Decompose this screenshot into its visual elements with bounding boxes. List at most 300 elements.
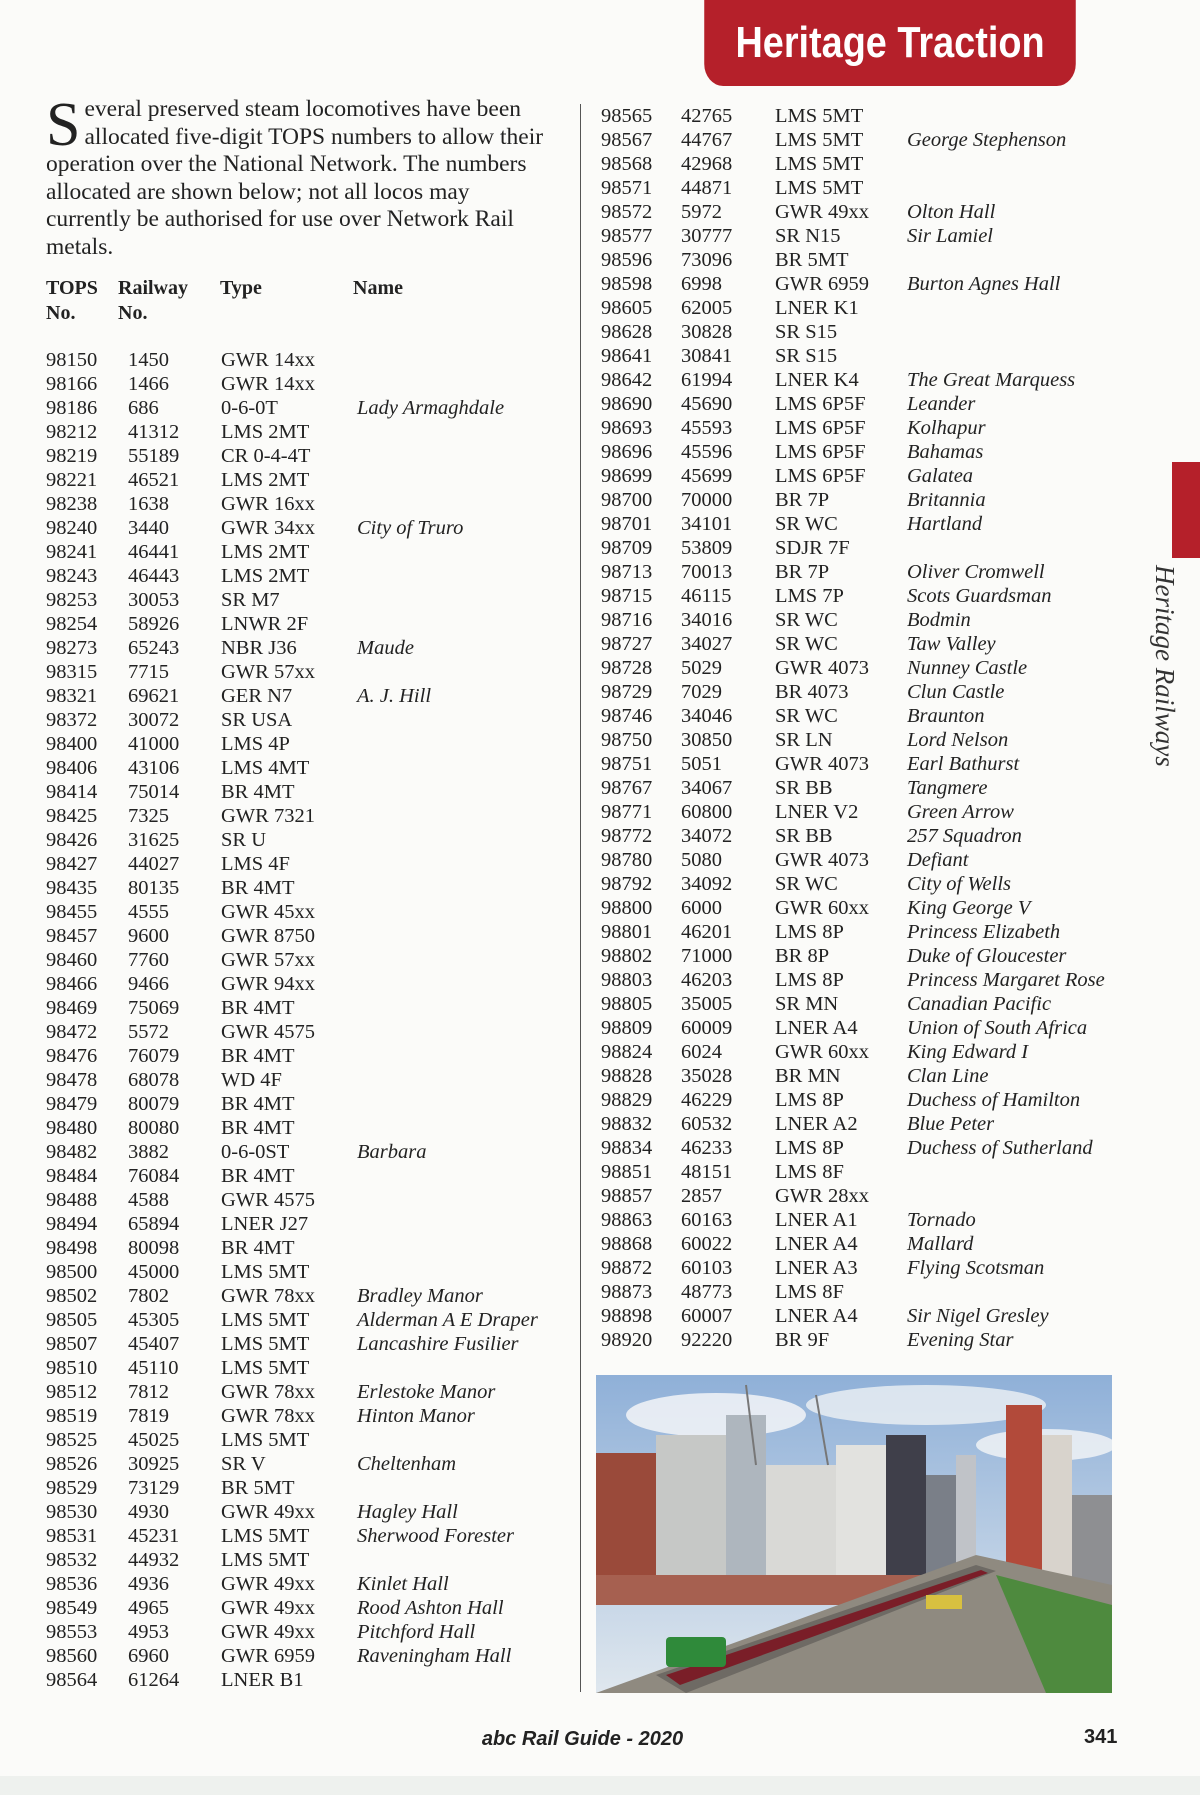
loco-type: LMS 7P xyxy=(775,585,844,607)
railway-number: 45025 xyxy=(128,1429,180,1451)
loco-type: LNER B1 xyxy=(221,1669,304,1691)
loco-name: Princess Margaret Rose xyxy=(907,969,1105,991)
table-row xyxy=(601,1088,1101,1112)
railway-number: 60009 xyxy=(681,1017,733,1039)
railway-number: 46233 xyxy=(681,1137,733,1159)
table-row xyxy=(601,344,1101,368)
table-row xyxy=(601,1064,1101,1088)
header-type: Type xyxy=(220,277,262,299)
railway-number: 69621 xyxy=(128,685,180,707)
table-row xyxy=(46,636,566,660)
tops-number: 98480 xyxy=(46,1117,98,1139)
loco-name: Lady Armaghdale xyxy=(357,397,505,419)
table-row xyxy=(601,896,1101,920)
loco-type: LMS 5MT xyxy=(221,1357,310,1379)
railway-number: 70013 xyxy=(681,561,733,583)
loco-type: SR BB xyxy=(775,777,833,799)
railway-number: 4555 xyxy=(128,901,169,923)
loco-name: City of Wells xyxy=(907,873,1012,895)
loco-type: LMS 8F xyxy=(775,1161,844,1183)
tops-number: 98715 xyxy=(601,585,653,607)
railway-number: 7812 xyxy=(128,1381,169,1403)
tops-number: 98494 xyxy=(46,1213,98,1235)
loco-type: LNER J27 xyxy=(221,1213,309,1235)
railway-number: 45593 xyxy=(681,417,733,439)
loco-type: GWR 78xx xyxy=(221,1405,315,1427)
table-row xyxy=(601,440,1101,464)
drop-cap: S xyxy=(46,91,81,159)
railway-number: 3440 xyxy=(128,517,169,539)
loco-type: LMS 5MT xyxy=(221,1261,310,1283)
intro-paragraph xyxy=(46,91,546,261)
railway-number: 45699 xyxy=(681,465,733,487)
loco-type: SR S15 xyxy=(775,345,838,367)
header-name: Name xyxy=(353,277,403,299)
tops-number: 98857 xyxy=(601,1185,653,1207)
loco-name: Kinlet Hall xyxy=(357,1573,449,1595)
railway-number: 45000 xyxy=(128,1261,180,1283)
tops-number: 98701 xyxy=(601,513,653,535)
loco-type: 0-6-0T xyxy=(221,397,278,419)
tops-number: 98500 xyxy=(46,1261,98,1283)
tops-number: 98476 xyxy=(46,1045,98,1067)
railway-number: 35028 xyxy=(681,1065,733,1087)
tops-number: 98469 xyxy=(46,997,98,1019)
loco-name: Blue Peter xyxy=(907,1113,995,1135)
tops-number: 98531 xyxy=(46,1525,98,1547)
tops-number: 98803 xyxy=(601,969,653,991)
railway-number: 34067 xyxy=(681,777,733,799)
loco-type: LMS 6P5F xyxy=(775,441,866,463)
loco-type: SR BB xyxy=(775,825,833,847)
loco-name: King Edward I xyxy=(907,1041,1029,1063)
table-row xyxy=(46,852,566,876)
loco-type: GWR 14xx xyxy=(221,349,315,371)
railway-number: 60800 xyxy=(681,801,733,823)
header-tops: TOPS No. xyxy=(46,277,98,324)
table-row xyxy=(46,468,566,492)
railway-number: 4588 xyxy=(128,1189,169,1211)
table-row xyxy=(46,1356,566,1380)
loco-type: GWR 4575 xyxy=(221,1021,315,1043)
railway-number: 34092 xyxy=(681,873,733,895)
loco-name: Green Arrow xyxy=(907,801,1014,823)
tops-number: 98150 xyxy=(46,349,98,371)
loco-type: LMS 5MT xyxy=(775,153,864,175)
table-row xyxy=(46,1044,566,1068)
railway-number: 30841 xyxy=(681,345,733,367)
loco-type: SR U xyxy=(221,829,267,851)
loco-type: GWR 6959 xyxy=(221,1645,315,1667)
loco-type: LNWR 2F xyxy=(221,613,309,635)
tops-number: 98628 xyxy=(601,321,653,343)
table-row xyxy=(601,728,1101,752)
railway-number: 30828 xyxy=(681,321,733,343)
tops-number: 98502 xyxy=(46,1285,98,1307)
railway-number: 34046 xyxy=(681,705,733,727)
loco-type: GWR 4073 xyxy=(775,849,869,871)
loco-type: LMS 8F xyxy=(775,1281,844,1303)
tops-number: 98530 xyxy=(46,1501,98,1523)
loco-type: LMS 5MT xyxy=(221,1333,310,1355)
railway-number: 46521 xyxy=(128,469,180,491)
tops-number: 98832 xyxy=(601,1113,653,1135)
tops-number: 98321 xyxy=(46,685,98,707)
railway-number: 34016 xyxy=(681,609,733,631)
railway-number: 4953 xyxy=(128,1621,169,1643)
loco-name: Oliver Cromwell xyxy=(907,561,1045,583)
railway-number: 41312 xyxy=(128,421,180,443)
table-row xyxy=(601,632,1101,656)
table-row xyxy=(46,1020,566,1044)
railway-number: 5080 xyxy=(681,849,722,871)
loco-type: LMS 8P xyxy=(775,969,844,991)
tops-number: 98273 xyxy=(46,637,98,659)
table-row xyxy=(46,948,566,972)
loco-type: NBR J36 xyxy=(221,637,297,659)
railway-number: 43106 xyxy=(128,757,180,779)
railway-number: 7802 xyxy=(128,1285,169,1307)
railway-photo xyxy=(596,1375,1112,1693)
railway-number: 60163 xyxy=(681,1209,733,1231)
railway-number: 4965 xyxy=(128,1597,169,1619)
loco-type: LMS 4F xyxy=(221,853,290,875)
tops-number: 98873 xyxy=(601,1281,653,1303)
page-bottom-edge xyxy=(0,1776,1200,1795)
loco-type: GWR 60xx xyxy=(775,897,869,919)
table-row xyxy=(46,1284,566,1308)
table-row xyxy=(46,1668,566,1692)
railway-number: 41000 xyxy=(128,733,180,755)
tops-number: 98728 xyxy=(601,657,653,679)
table-row xyxy=(46,756,566,780)
loco-type: GWR 49xx xyxy=(221,1501,315,1523)
table-row xyxy=(46,708,566,732)
railway-number: 46441 xyxy=(128,541,180,563)
tops-number: 98851 xyxy=(601,1161,653,1183)
loco-type: LMS 4MT xyxy=(221,757,310,779)
loco-type: GWR 49xx xyxy=(775,201,869,223)
table-row xyxy=(46,1332,566,1356)
table-row xyxy=(601,368,1101,392)
loco-name: Sir Lamiel xyxy=(907,225,993,247)
footer-title: abc Rail Guide - 2020 xyxy=(481,1728,684,1750)
loco-type: SR LN xyxy=(775,729,833,751)
railway-number: 6024 xyxy=(681,1041,722,1063)
loco-name: Clun Castle xyxy=(907,681,1005,703)
railway-number: 6998 xyxy=(681,273,722,295)
loco-type: LMS 4P xyxy=(221,733,290,755)
table-row xyxy=(46,1116,566,1140)
railway-number: 92220 xyxy=(681,1329,733,1351)
loco-type: SR WC xyxy=(775,633,838,655)
tops-number: 98716 xyxy=(601,609,653,631)
tops-number: 98414 xyxy=(46,781,98,803)
loco-name: Britannia xyxy=(907,489,986,511)
tops-number: 98751 xyxy=(601,753,653,775)
railway-number: 686 xyxy=(128,397,159,419)
railway-number: 4936 xyxy=(128,1573,169,1595)
tops-number: 98863 xyxy=(601,1209,653,1231)
tops-number: 98792 xyxy=(601,873,653,895)
railway-number: 5572 xyxy=(128,1021,169,1043)
loco-name: George Stephenson xyxy=(907,129,1067,151)
loco-type: SR MN xyxy=(775,993,839,1015)
tops-number: 98519 xyxy=(46,1405,98,1427)
loco-type: SR WC xyxy=(775,609,838,631)
tops-number: 98829 xyxy=(601,1089,653,1111)
railway-number: 80098 xyxy=(128,1237,180,1259)
railway-number: 34027 xyxy=(681,633,733,655)
table-row xyxy=(601,248,1101,272)
loco-type: GWR 49xx xyxy=(221,1621,315,1643)
loco-name: Cheltenham xyxy=(357,1453,457,1475)
loco-name: Galatea xyxy=(907,465,974,487)
table-row xyxy=(46,588,566,612)
loco-type: SR V xyxy=(221,1453,266,1475)
loco-type: BR 5MT xyxy=(775,249,849,271)
loco-name: Rood Ashton Hall xyxy=(357,1597,504,1619)
tops-number: 98772 xyxy=(601,825,653,847)
header-railway: Railway No. xyxy=(118,277,188,324)
railway-number: 9466 xyxy=(128,973,169,995)
loco-type: BR 4MT xyxy=(221,1093,295,1115)
tops-number: 98484 xyxy=(46,1165,98,1187)
tops-number: 98809 xyxy=(601,1017,653,1039)
railway-number: 55189 xyxy=(128,445,180,467)
table-row xyxy=(601,416,1101,440)
tops-number: 98767 xyxy=(601,777,653,799)
tops-number: 98824 xyxy=(601,1041,653,1063)
tops-number: 98427 xyxy=(46,853,98,875)
railway-number: 3882 xyxy=(128,1141,169,1163)
tops-number: 98690 xyxy=(601,393,653,415)
railway-number: 6000 xyxy=(681,897,722,919)
railway-number: 42968 xyxy=(681,153,733,175)
loco-type: SR S15 xyxy=(775,321,838,343)
loco-type: LNER K4 xyxy=(775,369,859,391)
table-row xyxy=(601,1184,1101,1208)
tops-number: 98315 xyxy=(46,661,98,683)
railway-number: 45407 xyxy=(128,1333,180,1355)
tops-number: 98243 xyxy=(46,565,98,587)
table-row xyxy=(46,1068,566,1092)
table-row xyxy=(46,972,566,996)
railway-number: 60103 xyxy=(681,1257,733,1279)
railway-number: 30053 xyxy=(128,589,180,611)
tops-number: 98529 xyxy=(46,1477,98,1499)
tops-number: 98700 xyxy=(601,489,653,511)
tops-number: 98221 xyxy=(46,469,98,491)
tops-number: 98425 xyxy=(46,805,98,827)
table-row xyxy=(46,1236,566,1260)
loco-type: LNER V2 xyxy=(775,801,859,823)
railway-number: 75014 xyxy=(128,781,180,803)
right-table xyxy=(601,104,1105,1352)
tops-number: 98805 xyxy=(601,993,653,1015)
loco-name: Pitchford Hall xyxy=(357,1621,476,1643)
loco-name: Hartland xyxy=(907,513,983,535)
loco-type: BR MN xyxy=(775,1065,841,1087)
table-row xyxy=(46,1308,566,1332)
table-row xyxy=(601,944,1101,968)
tops-number: 98746 xyxy=(601,705,653,727)
table-row xyxy=(601,1208,1101,1232)
tops-number: 98435 xyxy=(46,877,98,899)
railway-number: 35005 xyxy=(681,993,733,1015)
tops-number: 98898 xyxy=(601,1305,653,1327)
table-row xyxy=(601,1304,1101,1328)
loco-name: Maude xyxy=(357,637,414,659)
railway-number: 34072 xyxy=(681,825,733,847)
table-row xyxy=(601,488,1101,512)
loco-type: SR WC xyxy=(775,873,838,895)
railway-number: 46229 xyxy=(681,1089,733,1111)
tops-number: 98238 xyxy=(46,493,98,515)
tops-number: 98406 xyxy=(46,757,98,779)
table-row xyxy=(46,828,566,852)
loco-type: LNER A2 xyxy=(775,1113,858,1135)
railway-number: 80079 xyxy=(128,1093,180,1115)
section-title: Heritage Traction xyxy=(735,18,1045,67)
loco-name: Clan Line xyxy=(907,1065,989,1087)
tops-number: 98577 xyxy=(601,225,653,247)
loco-type: LMS 5MT xyxy=(775,105,864,127)
loco-type: LNER A4 xyxy=(775,1305,858,1327)
table-row xyxy=(601,296,1101,320)
loco-type: LMS 5MT xyxy=(775,129,864,151)
table-row xyxy=(46,1548,566,1572)
tops-number: 98920 xyxy=(601,1329,653,1351)
loco-type: SDJR 7F xyxy=(775,537,850,559)
railway-number: 71000 xyxy=(681,945,733,967)
table-row xyxy=(46,1476,566,1500)
railway-number: 75069 xyxy=(128,997,180,1019)
table-row xyxy=(46,396,566,420)
loco-type: LMS 6P5F xyxy=(775,417,866,439)
table-row xyxy=(46,1140,566,1164)
tops-number: 98240 xyxy=(46,517,98,539)
railway-number: 45110 xyxy=(128,1357,179,1379)
loco-type: GWR 57xx xyxy=(221,661,315,683)
railway-number: 42765 xyxy=(681,105,733,127)
table-row xyxy=(601,1232,1101,1256)
railway-number: 76084 xyxy=(128,1165,180,1187)
loco-name: Bradley Manor xyxy=(357,1285,483,1307)
tops-number: 98525 xyxy=(46,1429,98,1451)
table-row xyxy=(46,1644,566,1668)
table-row xyxy=(46,924,566,948)
tops-number: 98872 xyxy=(601,1257,653,1279)
loco-type: GWR 6959 xyxy=(775,273,869,295)
railway-number: 45690 xyxy=(681,393,733,415)
railway-number: 1638 xyxy=(128,493,169,515)
loco-name: City of Truro xyxy=(357,517,464,539)
railway-number: 44932 xyxy=(128,1549,180,1571)
table-row xyxy=(601,176,1101,200)
railway-number: 58926 xyxy=(128,613,180,635)
loco-name: Bahamas xyxy=(907,441,984,463)
tops-number: 98828 xyxy=(601,1065,653,1087)
table-row xyxy=(46,1620,566,1644)
loco-type: GWR 94xx xyxy=(221,973,315,995)
loco-type: BR 7P xyxy=(775,489,830,511)
loco-name: Sir Nigel Gresley xyxy=(907,1305,1049,1327)
loco-name: Erlestoke Manor xyxy=(357,1381,496,1403)
loco-type: LNER A3 xyxy=(775,1257,858,1279)
tops-number: 98482 xyxy=(46,1141,98,1163)
railway-number: 45596 xyxy=(681,441,733,463)
tops-number: 98472 xyxy=(46,1021,98,1043)
loco-type: SR WC xyxy=(775,705,838,727)
tops-number: 98868 xyxy=(601,1233,653,1255)
tops-number: 98478 xyxy=(46,1069,98,1091)
loco-name: The Great Marquess xyxy=(907,369,1076,391)
tops-number: 98571 xyxy=(601,177,653,199)
loco-name: Bodmin xyxy=(907,609,971,631)
railway-number: 60532 xyxy=(681,1113,733,1135)
table-row xyxy=(46,1188,566,1212)
loco-name: Sherwood Forester xyxy=(357,1525,514,1547)
table-row xyxy=(601,1136,1101,1160)
table-row xyxy=(46,780,566,804)
table-row xyxy=(601,1040,1101,1064)
table-row xyxy=(601,1280,1101,1304)
railway-number: 7819 xyxy=(128,1405,169,1427)
loco-type: GWR 4073 xyxy=(775,657,869,679)
tops-number: 98605 xyxy=(601,297,653,319)
loco-type: SR N15 xyxy=(775,225,841,247)
table-row xyxy=(601,560,1101,584)
table-row xyxy=(46,492,566,516)
loco-type: GER N7 xyxy=(221,685,293,707)
tops-number: 98729 xyxy=(601,681,653,703)
loco-name: Flying Scotsman xyxy=(907,1257,1045,1279)
table-row xyxy=(46,1092,566,1116)
table-row xyxy=(601,464,1101,488)
railway-number: 9600 xyxy=(128,925,169,947)
railway-number: 65894 xyxy=(128,1213,180,1235)
table-row xyxy=(601,680,1101,704)
loco-type: BR 4MT xyxy=(221,1237,295,1259)
table-row xyxy=(601,536,1101,560)
tops-number: 98567 xyxy=(601,129,653,151)
table-row xyxy=(46,444,566,468)
railway-number: 46203 xyxy=(681,969,733,991)
loco-type: GWR 49xx xyxy=(221,1597,315,1619)
loco-type: LNER A1 xyxy=(775,1209,858,1231)
table-row xyxy=(601,800,1101,824)
loco-name: Barbara xyxy=(357,1141,427,1163)
table-row xyxy=(46,1428,566,1452)
tops-number: 98693 xyxy=(601,417,653,439)
tops-number: 98253 xyxy=(46,589,98,611)
loco-name: Hinton Manor xyxy=(357,1405,475,1427)
table-row xyxy=(46,876,566,900)
tops-number: 98241 xyxy=(46,541,98,563)
railway-number: 61994 xyxy=(681,369,733,391)
loco-type: GWR 28xx xyxy=(775,1185,869,1207)
railway-number: 1450 xyxy=(128,349,169,371)
loco-type: LMS 5MT xyxy=(221,1525,310,1547)
table-row xyxy=(46,1380,566,1404)
loco-type: GWR 14xx xyxy=(221,373,315,395)
table-row xyxy=(601,1328,1101,1352)
table-row xyxy=(46,564,566,588)
side-tab-marker xyxy=(1172,462,1200,558)
railway-number: 30072 xyxy=(128,709,180,731)
railway-number: 46201 xyxy=(681,921,733,943)
